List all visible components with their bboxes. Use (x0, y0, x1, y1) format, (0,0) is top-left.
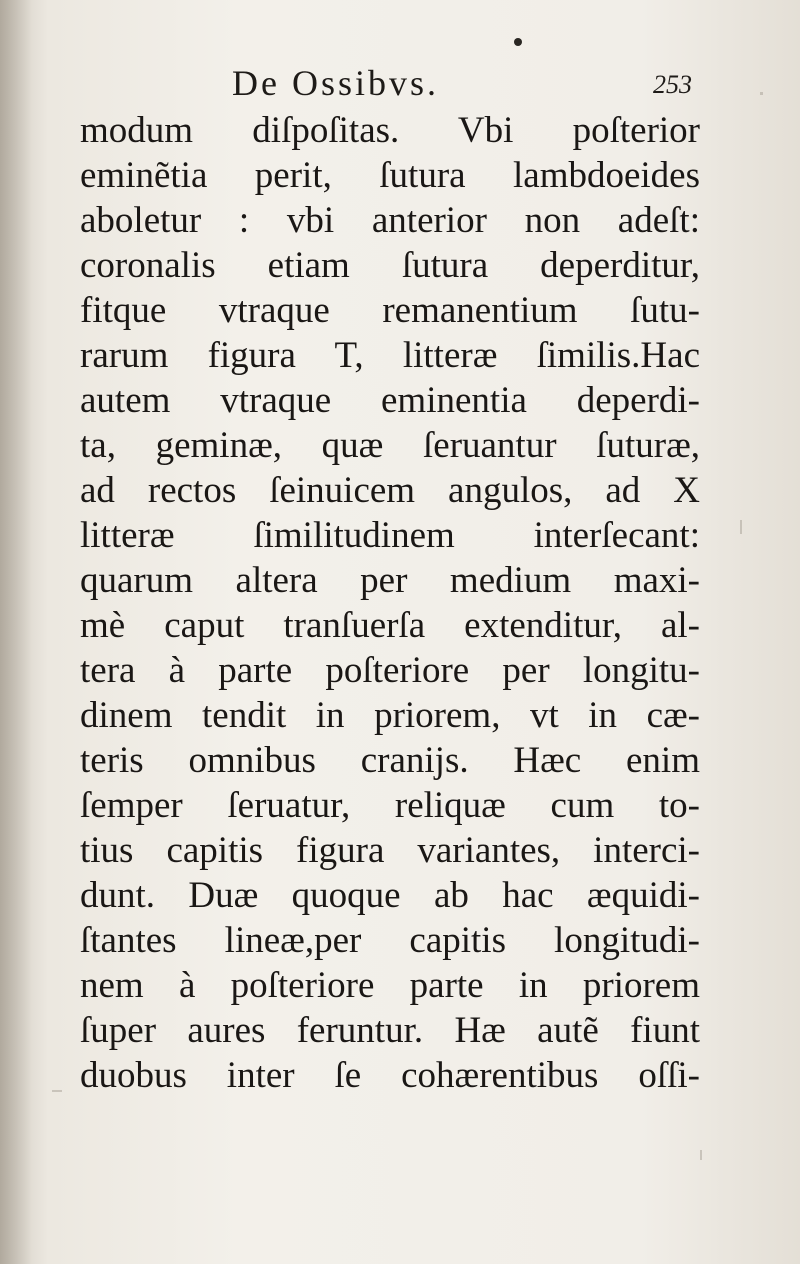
text-line: ſuper aures feruntur. Hæ autẽ fiunt (80, 1010, 700, 1051)
text-line: ad rectos ſeinuicem angulos, ad X (80, 470, 700, 511)
ink-dot (514, 38, 522, 46)
text-line: ta, geminæ, quæ ſeruantur ſuturæ, (80, 425, 700, 466)
paper-speck (52, 1090, 62, 1092)
text-line: eminẽtia perit, ſutura lambdoeides (80, 155, 700, 196)
text-line: quarum altera per medium maxi- (80, 560, 700, 601)
text-line: ſemper ſeruatur, reliquæ cum to- (80, 785, 700, 826)
running-title: De Ossibvs. (232, 63, 440, 103)
text-line: coronalis etiam ſutura deperditur, (80, 245, 700, 286)
paper-speck (700, 1150, 702, 1160)
text-line: teris omnibus cranijs. Hæc enim (80, 740, 700, 781)
page-number: 253 (653, 70, 692, 99)
text-line: litteræ ſimilitudinem interſecant: (80, 515, 700, 556)
text-line: mè caput tranſuerſa extenditur, al- (80, 605, 700, 646)
text-line: rarum figura T, litteræ ſimilis.Hac (80, 335, 700, 376)
text-line: dinem tendit in priorem, vt in cæ- (80, 695, 700, 736)
text-line: modum diſpoſitas. Vbi poſterior (80, 110, 700, 151)
text-line: autem vtraque eminentia deperdi- (80, 380, 700, 421)
body-text (80, 108, 700, 1098)
text-line: aboletur : vbi anterior non adeſt: (80, 200, 700, 241)
text-line: fitque vtraque remanentium ſutu- (80, 290, 700, 331)
gutter-shadow (0, 0, 32, 1264)
text-line: tera à parte poſteriore per longitu- (80, 650, 700, 691)
text-line: dunt. Duæ quoque ab hac æquidi- (80, 875, 700, 916)
paper-speck (760, 92, 763, 95)
text-line: tius capitis figura variantes, interci- (80, 830, 700, 871)
text-line: duobus inter ſe cohærentibus oſſi- (80, 1055, 700, 1096)
text-line: nem à poſteriore parte in priorem (80, 965, 700, 1006)
page-header (232, 62, 700, 102)
text-line: ſtantes lineæ,per capitis longitudi- (80, 920, 700, 961)
paper-speck (740, 520, 742, 534)
